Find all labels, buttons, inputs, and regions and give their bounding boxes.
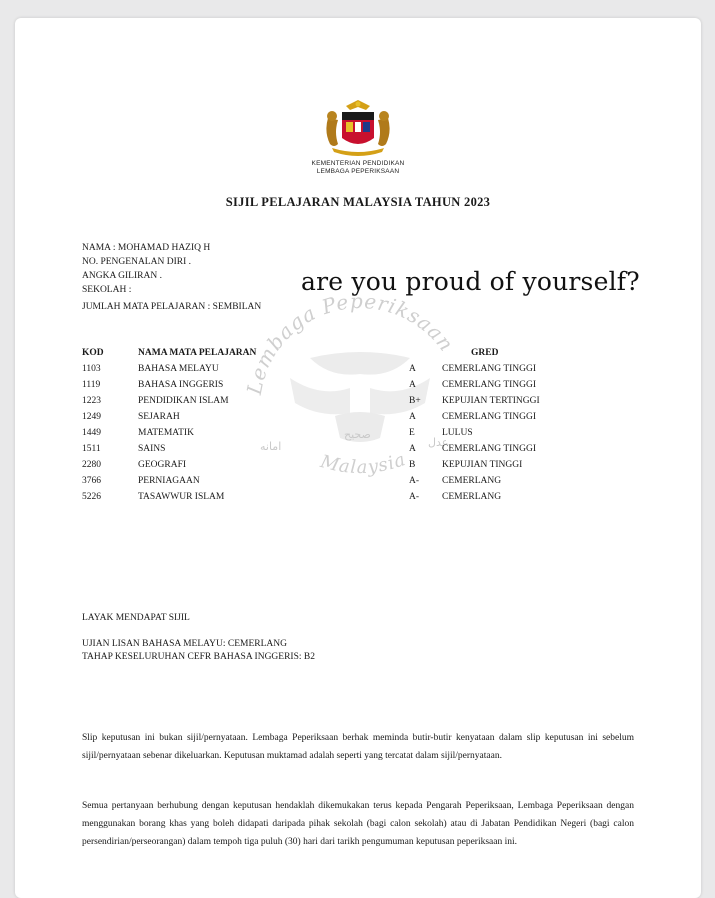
subject-name: SEJARAH [138,412,180,422]
subject-code: 1103 [82,364,101,374]
subject-grade: A [409,364,416,374]
overlay-caption: are you proud of yourself? [301,267,640,296]
inquiry-paragraph: Semua pertanyaan berhubung dengan keputusan hendaklah dikemukakan terus kepada Pengarah Peperiksaan, Lembaga Peperiksaan dengan menggunakan borang khas yang boleh didapati daripada pihak sekolah (bagi calon sekolah) atau di Jabatan Pendidikan Negeri (bagi calon persendirian/perseorangan) dalam tempoh tiga puluh (30) hari dari tarikh pengumuman keputusan peperiksaan ini. [82,801,634,847]
ministry-name: KEMENTERIAN PENDIDIKAN [311,160,405,167]
candidate-index: ANGKA GILIRAN . [82,271,162,281]
disclaimer-paragraph: Slip keputusan ini bukan sijil/pernyataan. Lembaga Peperiksaan berhak meminda butir-butir kenyataan dalam slip keputusan ini sebelum sijil/pernyataan sebenar dikeluarkan. Keputusan muktamad adalah seperti yang tercatat dalam sijil/pernyataan. [82,733,634,761]
subject-name: MATEMATIK [138,428,194,438]
seal-top-text: Lembaga Peperiksaan [241,288,459,397]
subject-grade: B [409,460,416,470]
seal-bottom-text: Malaysia [318,448,409,479]
subject-name: BAHASA INGGERIS [138,380,224,390]
table-row [15,492,701,508]
subject-name: PENDIDIKAN ISLAM [138,396,229,406]
subject-grade: A [409,444,416,454]
seal-right-jawi: عدل [428,436,449,449]
certificate-eligibility: LAYAK MENDAPAT SIJIL [82,613,190,623]
subject-grade: E [409,428,415,438]
grade-description: CEMERLANG [442,476,502,486]
candidate-ic: NO. PENGENALAN DIRI . [82,257,191,267]
subject-code: 5226 [82,492,101,502]
subject-count: JUMLAH MATA PELAJARAN : SEMBILAN [82,302,262,312]
header-subject: NAMA MATA PELAJARAN [138,348,257,358]
grade-description: CEMERLANG TINGGI [442,412,537,422]
table-row [15,460,701,476]
subject-name: PERNIAGAAN [138,476,200,486]
subject-code: 3766 [82,476,101,486]
subject-code: 1511 [82,444,101,454]
grade-description: CEMERLANG TINGGI [442,364,537,374]
subject-name: BAHASA MELAYU [138,364,219,374]
subject-name: SAINS [138,444,166,454]
table-row [15,444,701,460]
table-row [15,428,701,444]
header-grade: GRED [471,348,499,358]
grade-description: CEMERLANG [442,492,502,502]
grade-description: KEPUJIAN TERTINGGI [442,396,540,406]
cefr-level: TAHAP KESELURUHAN CEFR BAHASA INGGERIS: B2 [82,652,315,662]
subject-grade: B+ [409,396,421,406]
seal-left-jawi: امانه [260,440,282,453]
header-code: KOD [82,348,104,358]
subject-code: 1223 [82,396,101,406]
seal-mid-jawi: صحيح [344,428,371,441]
grade-description: CEMERLANG TINGGI [442,380,537,390]
grade-description: LULUS [442,428,473,438]
page-title: SIJIL PELAJARAN MALAYSIA TAHUN 2023 [225,195,491,209]
table-row [15,396,701,412]
grade-description: KEPUJIAN TINGGI [442,460,523,470]
subject-grade: A- [409,476,420,486]
oral-test-result: UJIAN LISAN BAHASA MELAYU: CEMERLANG [82,639,287,649]
table-row [15,364,701,380]
table-row [15,380,701,396]
subject-grade: A [409,412,416,422]
subject-grade: A- [409,492,420,502]
subject-grade: A [409,380,416,390]
subject-code: 1449 [82,428,101,438]
table-row [15,412,701,428]
subject-code: 2280 [82,460,101,470]
subject-name: TASAWWUR ISLAM [138,492,225,502]
grade-description: CEMERLANG TINGGI [442,444,537,454]
table-row [15,476,701,492]
malaysia-coat-of-arms-icon [318,98,398,160]
board-name: LEMBAGA PEPERIKSAAN [316,168,400,175]
subject-code: 1119 [82,380,101,390]
candidate-school: SEKOLAH : [82,285,132,295]
subject-code: 1249 [82,412,101,422]
subject-name: GEOGRAFI [138,460,187,470]
candidate-name: NAMA : MOHAMAD HAZIQ H [82,243,211,253]
result-slip-page [15,18,701,898]
